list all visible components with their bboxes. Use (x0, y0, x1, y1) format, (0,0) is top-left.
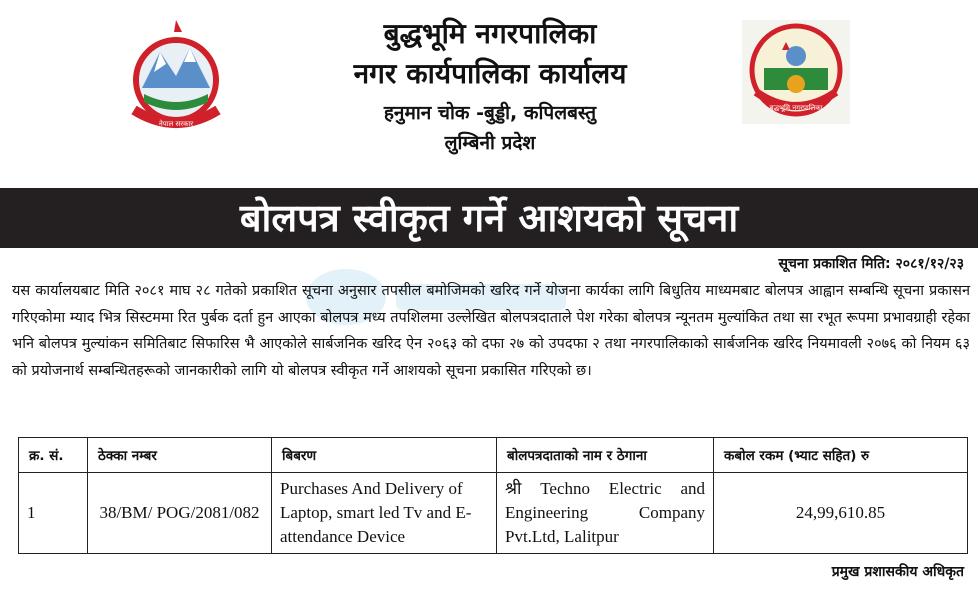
cell-description: Purchases And Delivery of Laptop, smart led Tv and E-attendance Device (272, 473, 497, 554)
municipality-name: बुद्धभूमि नगरपालिका (383, 17, 597, 50)
table-row (19, 473, 968, 554)
tender-table (18, 437, 968, 554)
col-header-amount: कबोल रकम (भ्याट सहित) रु (714, 438, 968, 473)
cell-bidder: श्री Techno Electric and Engineering Company Pvt.Ltd, Lalitpur (497, 473, 714, 554)
table-header-row (19, 438, 968, 473)
logo-caption: बुद्धभूमि नगरपालिका (769, 104, 823, 112)
col-header-bidder: बोलपत्रदाताको नाम र ठेगाना (497, 438, 714, 473)
cell-amount: 24,99,610.85 (714, 473, 968, 554)
cell-sn: 1 (19, 473, 88, 554)
col-header-sn: क्र. सं. (19, 438, 88, 473)
municipality-logo (742, 20, 850, 124)
notice-body: यस कार्यालयबाट मिति २०८१ माघ २८ गतेको प्रकाशित सूचना अनुसार तपसील बमोजिमको खरिद गर्ने योजना कार्यका लागि बिधुतिय माध्यमबाट बोलपत्र आह्वान सम्बन्धि सूचना प्रकासन गरिएकोमा म्याद भित्र सिस्टममा रित पुर्बक दर्ता हुन आएका बोलपत्र मध्य तपशिलमा उल्लेखित बोलपत्रदाताले पेश गरेका बोलपत्र न्यूनतम मुल्यांकित तथा सा रभूत रूपमा प्रभावग्राही रहेका भनि बोलपत्र मुल्यांकन समितिबाट सिफारिस भै आएकोले सार्बजनिक खरिद ऐन २०६३ को दफा २७ को उपदफा २ तथा नगरपालिकाको सार्बजनिक खरिद नियमावली २०७६ को नियम ६३ को प्रयोजनार्थ सम्बन्धितहरूको जानकारीको लागि यो बोलपत्र स्वीकृत गर्ने आशयको सूचना प्रकासित गरिएको छ। (12, 283, 970, 379)
cell-contract-no: 38/BM/ POG/2081/082 (88, 473, 272, 554)
office-address: हनुमान चोक -बुड्डी, कपिलबस्तु (383, 102, 597, 124)
emblem-caption: नेपाल सरकार (158, 120, 194, 128)
published-date: सूचना प्रकाशित मिति: २०८१/१२/२३ (778, 256, 964, 272)
nepal-government-emblem (124, 18, 228, 136)
notice-title: बोलपत्र स्वीकृत गर्ने आशयको सूचना (0, 188, 978, 248)
letterhead (0, 0, 978, 188)
office-heading (240, 14, 740, 158)
signatory-title: प्रमुख प्रशासकीय अधिकृत (831, 564, 964, 580)
col-header-contract-no: ठेक्का नम्बर (88, 438, 272, 473)
col-header-description: बिबरण (272, 438, 497, 473)
office-name: नगर कार्यपालिका कार्यालय (353, 57, 627, 90)
province-name: लुम्बिनी प्रदेश (444, 132, 536, 154)
